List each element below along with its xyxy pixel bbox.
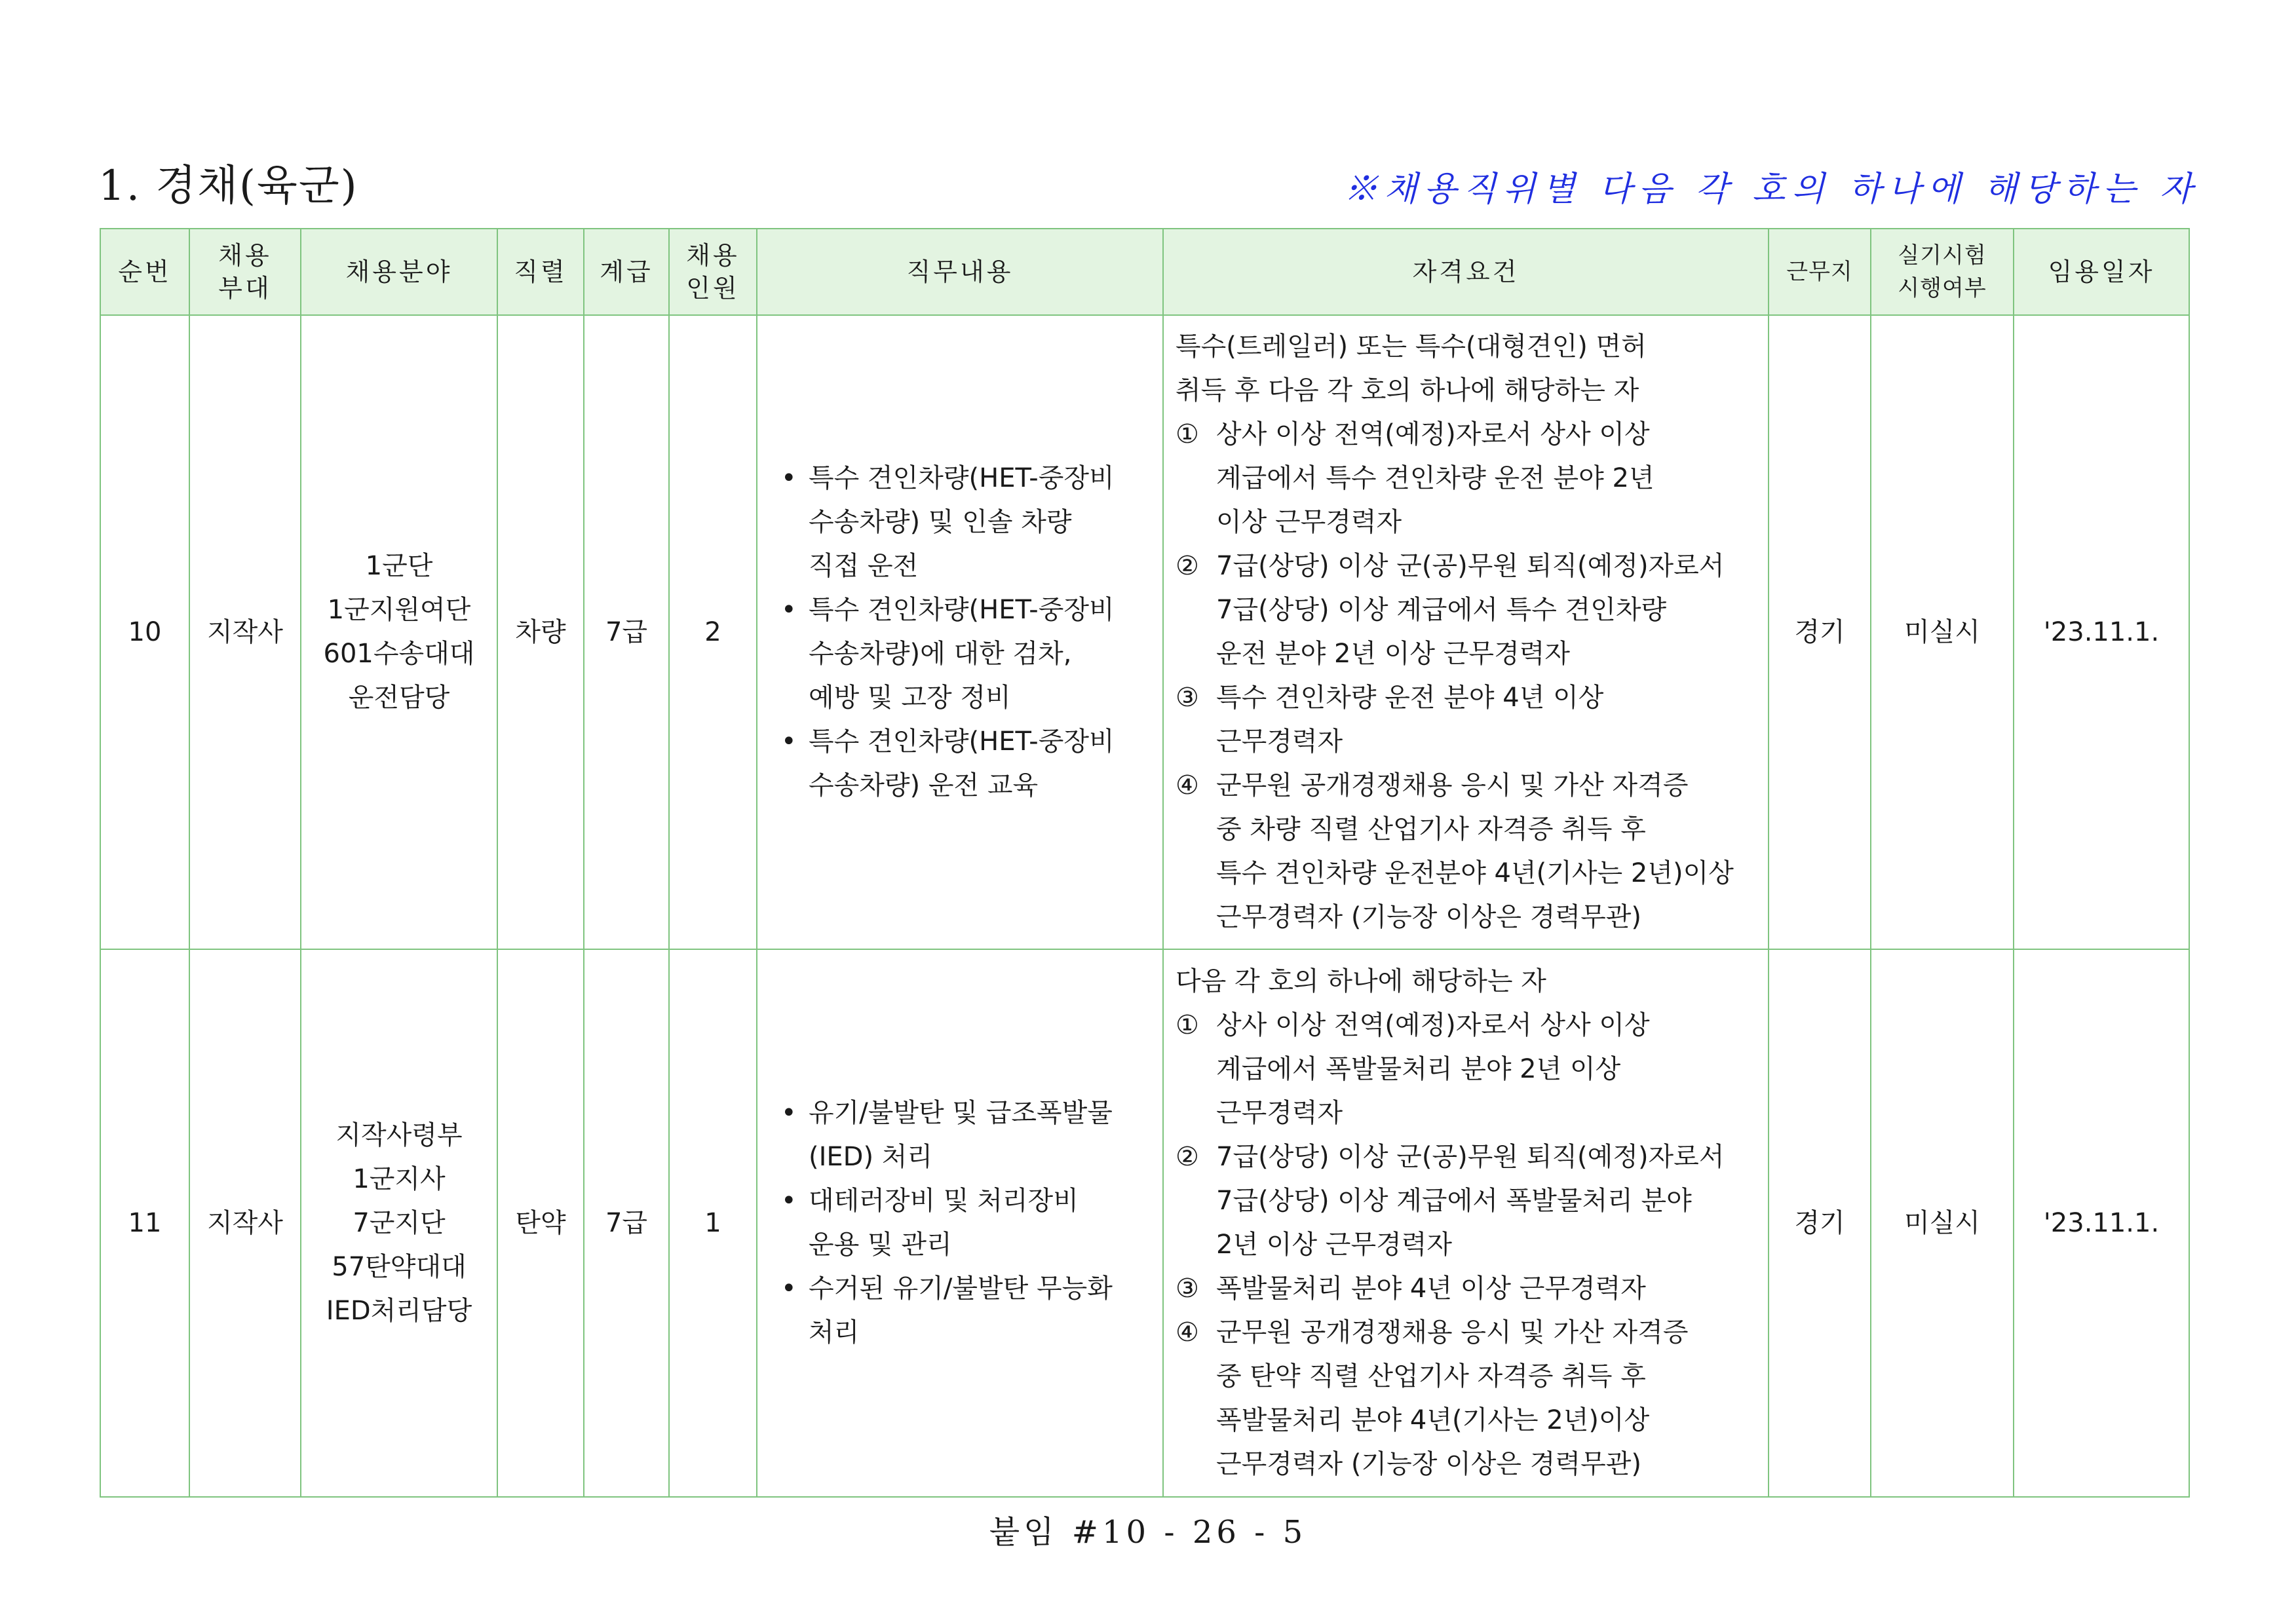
duties-list — [769, 457, 1151, 808]
header-unit: 채용 부대 — [189, 229, 301, 315]
table-row — [100, 315, 2189, 949]
cell-field: 지작사령부 1군지사 7군지단 57탄약대대 IED처리담당 — [301, 949, 497, 1497]
header-duties: 직무내용 — [757, 229, 1163, 315]
cell-qualifications — [1163, 949, 1769, 1497]
cell-appointment: '23.11.1. — [2014, 949, 2189, 1497]
qualification-item — [1176, 1311, 1756, 1486]
header-series: 직렬 — [497, 229, 584, 315]
table-row — [100, 949, 2189, 1497]
duty-item: • 유기/불발탄 및 급조폭발물 (IED) 처리 — [769, 1091, 1151, 1179]
qualification-item — [1176, 676, 1756, 764]
item-text: 7급(상당) 이상 군(공)무원 퇴직(예정)자로서 7급(상당) 이상 계급에서 특수 견인차량 운전 분야 2년 이상 근무경력자 — [1216, 551, 1725, 669]
cell-unit: 지작사 — [189, 315, 301, 949]
recruitment-table — [100, 228, 2190, 1498]
header-count: 채용 인원 — [669, 229, 757, 315]
header-practical: 실기시험 시행여부 — [1871, 229, 2014, 315]
item-number: ① — [1176, 419, 1199, 449]
qualification-item — [1176, 544, 1756, 676]
item-number: ② — [1176, 1142, 1199, 1172]
item-text: 특수 견인차량 운전 분야 4년 이상 근무경력자 — [1216, 683, 1604, 757]
qualification-intro: 특수(트레일러) 또는 특수(대형견인) 면허 취득 후 다음 각 호의 하나에 해당하는 자 — [1176, 331, 1647, 406]
cell-location: 경기 — [1769, 315, 1871, 949]
duty-item: • 특수 견인차량(HET-중장비 수송차량) 운전 교육 — [769, 720, 1151, 808]
qualification-intro: 다음 각 호의 하나에 해당하는 자 — [1176, 966, 1546, 996]
cell-duties — [757, 949, 1163, 1497]
selection-note: ※채용직위별 다음 각 호의 하나에 해당하는 자 — [1343, 170, 2199, 209]
item-text: 상사 이상 전역(예정)자로서 상사 이상 계급에서 폭발물처리 분야 2년 이상 근무경력자 — [1216, 1010, 1650, 1128]
header-appointment: 임용일자 — [2014, 229, 2189, 315]
header-row — [100, 229, 2189, 315]
header-qualifications: 자격요건 — [1163, 229, 1769, 315]
qualification-item — [1176, 413, 1756, 544]
cell-no: 11 — [100, 949, 189, 1497]
cell-location: 경기 — [1769, 949, 1871, 1497]
qualification-item — [1176, 1135, 1756, 1267]
duty-item: • 수거된 유기/불발탄 무능화 처리 — [769, 1267, 1151, 1355]
duty-item: • 특수 견인차량(HET-중장비 수송차량)에 대한 검차, 예방 및 고장 정비 — [769, 588, 1151, 720]
item-text: 폭발물처리 분야 4년 이상 근무경력자 — [1216, 1274, 1646, 1304]
item-number: ④ — [1176, 1317, 1199, 1348]
header-grade: 계급 — [584, 229, 669, 315]
item-text: 상사 이상 전역(예정)자로서 상사 이상 계급에서 특수 견인차량 운전 분야 2년 이상 근무경력자 — [1216, 419, 1655, 537]
item-text: 7급(상당) 이상 군(공)무원 퇴직(예정)자로서 7급(상당) 이상 계급에서 폭발물처리 분야 2년 이상 근무경력자 — [1216, 1142, 1725, 1260]
item-number: ③ — [1176, 1274, 1199, 1304]
cell-qualifications — [1163, 315, 1769, 949]
cell-no: 10 — [100, 315, 189, 949]
cell-series: 탄약 — [497, 949, 584, 1497]
qualification-item — [1176, 1004, 1756, 1135]
cell-unit: 지작사 — [189, 949, 301, 1497]
cell-appointment: '23.11.1. — [2014, 315, 2189, 949]
header-no: 순번 — [100, 229, 189, 315]
item-text: 군무원 공개경쟁채용 응시 및 가산 자격증 중 차량 직렬 산업기사 자격증 취득 후 특수 견인차량 운전분야 4년(기사는 2년)이상 근무경력자 (기능장 이상은 경력무관) — [1216, 770, 1734, 932]
cell-grade: 7급 — [584, 949, 669, 1497]
item-number: ③ — [1176, 683, 1199, 713]
cell-count: 2 — [669, 315, 757, 949]
cell-grade: 7급 — [584, 315, 669, 949]
cell-count: 1 — [669, 949, 757, 1497]
duties-list — [769, 1091, 1151, 1355]
cell-duties — [757, 315, 1163, 949]
cell-series: 차량 — [497, 315, 584, 949]
header-location: 근무지 — [1769, 229, 1871, 315]
duty-item: • 대테러장비 및 처리장비 운용 및 관리 — [769, 1179, 1151, 1267]
qualification-item — [1176, 764, 1756, 939]
qualification-item — [1176, 1267, 1756, 1311]
item-number: ① — [1176, 1010, 1199, 1040]
item-number: ② — [1176, 551, 1199, 581]
item-number: ④ — [1176, 770, 1199, 801]
duty-item: • 특수 견인차량(HET-중장비 수송차량) 및 인솔 차량 직접 운전 — [769, 457, 1151, 588]
header-field: 채용분야 — [301, 229, 497, 315]
section-title: 1. 경채(육군) — [98, 162, 358, 210]
page-footer: 붙임 #10 - 26 - 5 — [989, 1514, 1307, 1551]
cell-practical: 미실시 — [1871, 949, 2014, 1497]
item-text: 군무원 공개경쟁채용 응시 및 가산 자격증 중 탄약 직렬 산업기사 자격증 취득 후 폭발물처리 분야 4년(기사는 2년)이상 근무경력자 (기능장 이상은 경력무관) — [1216, 1317, 1689, 1479]
cell-field: 1군단 1군지원여단 601수송대대 운전담당 — [301, 315, 497, 949]
cell-practical: 미실시 — [1871, 315, 2014, 949]
